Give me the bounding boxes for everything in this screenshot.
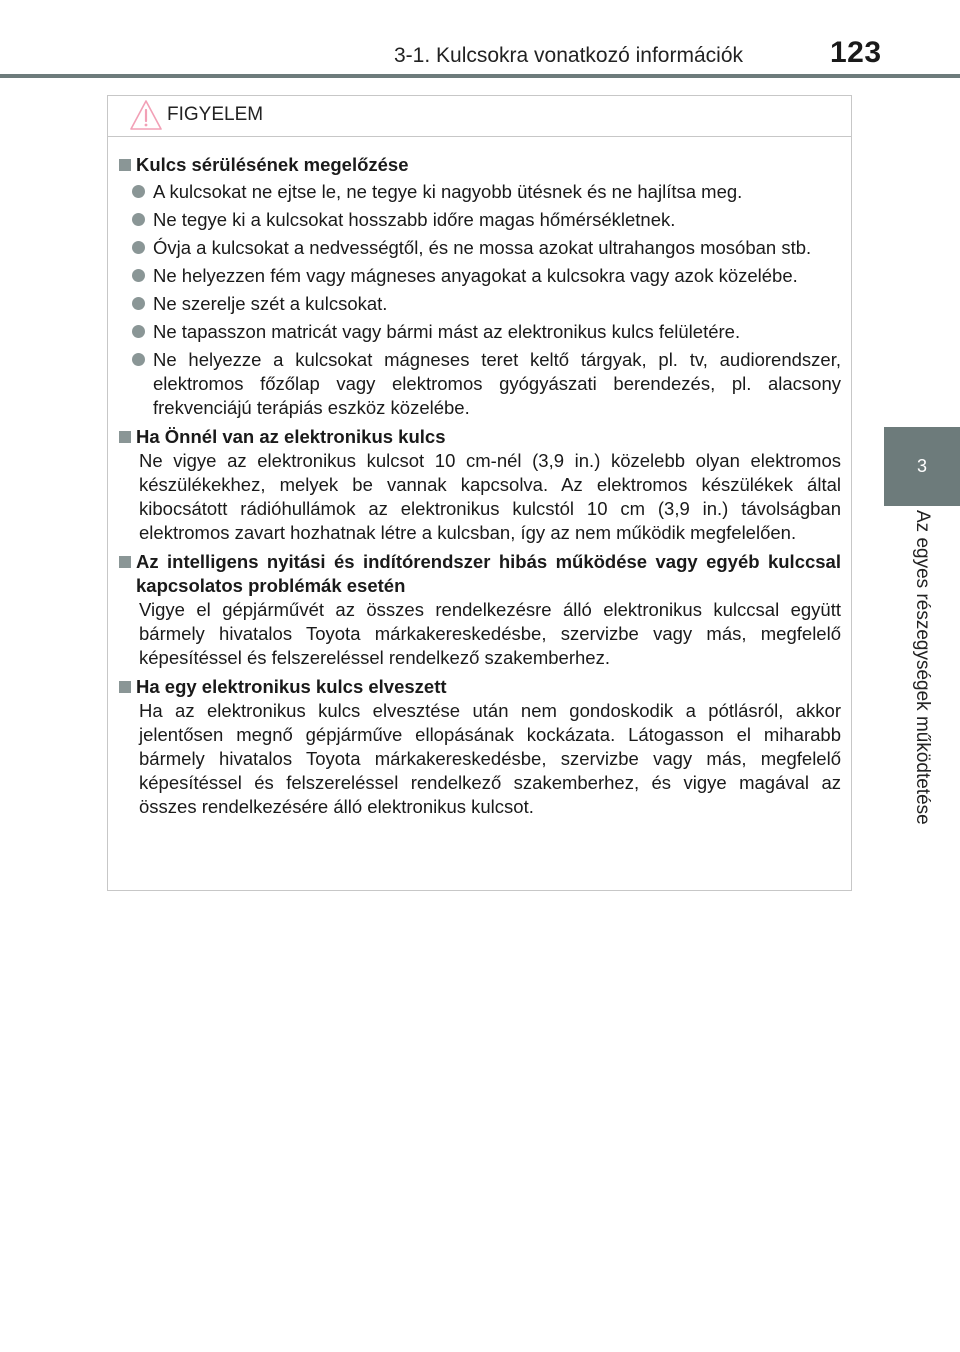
- section-paragraph: Ha az elektronikus kulcs elvesztése után nem gondoskodik a pótlásról, akkor jelentősen megnő gépjárműve ellopásának kockázata. Látogasson el miharabb bármely hivatalos Toyota márkakereskedésbe, szervizbe vagy más, megfelelő képesítéssel és felszereléssel rendelkező szakemberhez, és vigye magával az összes rendelkezésére álló elektronikus kulcsot.: [139, 700, 841, 817]
- list-item-text: Ne tegye ki a kulcsokat hosszabb időre magas hőmérsékletnek.: [153, 209, 676, 230]
- section-title: [116, 425, 841, 449]
- list-item-text: Óvja a kulcsokat a nedvességtől, és ne mossa azokat ultrahangos mosóban stb.: [153, 237, 812, 258]
- square-bullet-icon: [119, 681, 131, 693]
- section-title-text: Ha egy elektronikus kulcs elveszett: [136, 676, 447, 697]
- header-rule: [0, 74, 960, 78]
- list-item: [116, 348, 841, 420]
- round-bullet-icon: [132, 269, 145, 282]
- page-number: 123: [830, 36, 882, 69]
- page-header-title: 3-1. Kulcsokra vonatkozó információk: [394, 44, 743, 67]
- list-item: [116, 208, 841, 232]
- round-bullet-icon: [132, 325, 145, 338]
- round-bullet-icon: [132, 241, 145, 254]
- list-item-text: Ne tapasszon matricát vagy bármi mást az elektronikus kulcs felületére.: [153, 321, 741, 342]
- warning-header: [108, 96, 851, 137]
- list-item-text: Ne helyezze a kulcsokat mágneses teret keltő tárgyak, pl. tv, audiorendszer, elektromos főzőlap vagy elektromos gyógyászati berendezés, pl. alacsony frekvenciájú terápiás eszköz közelébe.: [153, 349, 841, 418]
- round-bullet-icon: [132, 297, 145, 310]
- section-system-malfunction: [116, 550, 841, 670]
- section-paragraph: Vigye el gépjárművét az összes rendelkezésre álló elektronikus kulccsal együtt bármely hivatalos Toyota márkakereskedésbe, szervizbe vagy más, megfelelő képesítéssel és felszereléssel rendelkező szakemberhez.: [139, 599, 841, 668]
- warning-box: [107, 95, 852, 891]
- warning-triangle-icon: [129, 99, 163, 131]
- section-title: [116, 550, 841, 598]
- section-lost-key: [116, 675, 841, 819]
- warning-body: [108, 137, 851, 819]
- section-paragraph: Ne vigye az elektronikus kulcsot 10 cm-nél (3,9 in.) közelebb olyan elektromos készülékekhez, melyek be vannak kapcsolva. Az elektromos készülékek által kibocsátott rádióhullámok az elektronikus kulcstól 10 cm (3,9 in.) távolságban elektromos zavart hozhatnak létre a kulcsban, így az nem működik megfelelően.: [139, 450, 841, 543]
- section-title-text: Ha Önnél van az elektronikus kulcs: [136, 426, 446, 447]
- square-bullet-icon: [119, 556, 131, 568]
- warning-label: FIGYELEM: [167, 104, 264, 125]
- section-title: [116, 153, 841, 177]
- square-bullet-icon: [119, 159, 131, 171]
- list-item-text: Ne szerelje szét a kulcsokat.: [153, 293, 388, 314]
- section-title-text: Az intelligens nyitási és indítórendszer hibás működése vagy egyéb kulccsal kapcsolatos problémák esetén: [136, 551, 841, 596]
- section-title-text: Kulcs sérülésének megelőzése: [136, 154, 409, 175]
- round-bullet-icon: [132, 185, 145, 198]
- chapter-tab: 3: [884, 427, 960, 506]
- list-item-text: Ne helyezzen fém vagy mágneses anyagokat a kulcsokra vagy azok közelébe.: [153, 265, 798, 286]
- list-item: [116, 320, 841, 344]
- list-item-text: A kulcsokat ne ejtse le, ne tegye ki nagyobb ütésnek és ne hajlítsa meg.: [153, 181, 743, 202]
- section-key-damage: [116, 153, 841, 420]
- round-bullet-icon: [132, 213, 145, 226]
- list-item: [116, 180, 841, 204]
- list-item: [116, 292, 841, 316]
- section-title: [116, 675, 841, 699]
- chapter-side-text: Az egyes részegységek működtetése: [912, 510, 933, 825]
- round-bullet-icon: [132, 353, 145, 366]
- chapter-side-label: [884, 510, 960, 860]
- list-item: [116, 264, 841, 288]
- square-bullet-icon: [119, 431, 131, 443]
- list-item: [116, 236, 841, 260]
- section-electronic-key: [116, 425, 841, 545]
